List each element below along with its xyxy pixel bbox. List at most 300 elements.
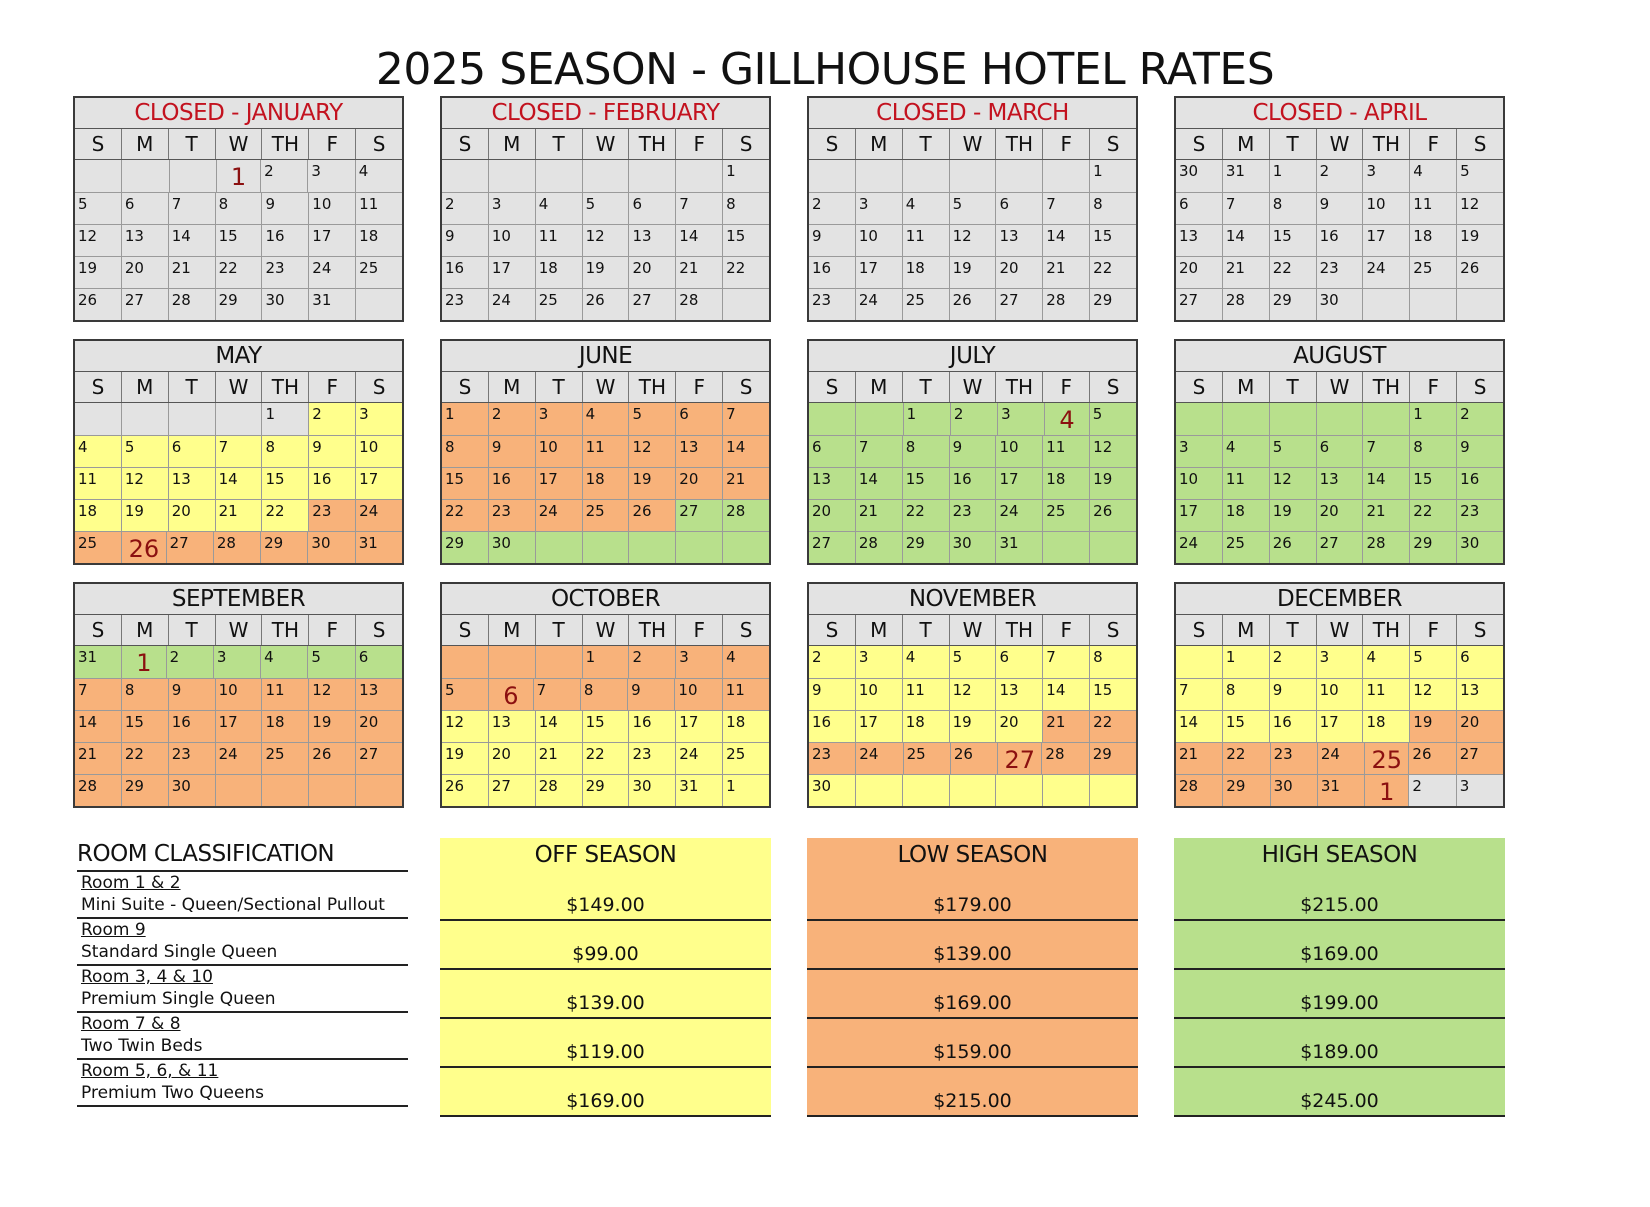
rate-value: $169.00 — [1174, 921, 1505, 970]
day-cell: 1 — [261, 403, 308, 435]
season-heading: LOW SEASON — [897, 842, 1048, 868]
calendar-week-row — [809, 499, 1136, 531]
day-cell: 7 — [168, 192, 215, 224]
calendar-week-row — [1176, 403, 1503, 435]
day-cell: 29 — [902, 531, 949, 563]
day-cell — [582, 160, 629, 192]
day-cell: 4 — [75, 435, 121, 467]
weekday-label: T — [1269, 615, 1316, 645]
day-cell: 24 — [855, 742, 902, 774]
weekday-label: TH — [628, 615, 675, 645]
calendar-week-row — [809, 192, 1136, 224]
day-cell: 24 — [1317, 742, 1364, 774]
calendar-month-title: JULY — [809, 341, 1136, 372]
day-cell: 5 — [1456, 160, 1503, 192]
day-cell: 22 — [1222, 742, 1269, 774]
calendar-november — [807, 582, 1138, 808]
day-cell: 23 — [949, 499, 996, 531]
day-cell: 1 — [1222, 646, 1269, 678]
weekday-label: W — [1316, 372, 1363, 402]
weekday-label: F — [675, 615, 722, 645]
day-cell — [855, 774, 902, 806]
day-cell: 4 — [902, 646, 949, 678]
calendar-week-row — [809, 435, 1136, 467]
rate-value: $119.00 — [440, 1019, 771, 1068]
weekday-label: S — [91, 618, 105, 642]
day-cell: 16 — [308, 467, 355, 499]
calendar-week-row — [442, 499, 769, 531]
weekday-header — [1176, 129, 1503, 160]
day-cell: 11 — [582, 435, 629, 467]
calendar-month-title: CLOSED - FEBRUARY — [442, 98, 769, 129]
day-cell: 24 — [535, 499, 582, 531]
day-cell: 6 — [1456, 646, 1503, 678]
calendar-closed-march — [807, 96, 1138, 322]
day-cell: 15 — [1222, 710, 1269, 742]
day-cell: 14 — [722, 435, 769, 467]
day-cell: 14 — [168, 224, 215, 256]
weekday-label: TH — [1362, 615, 1409, 645]
day-cell: 9 — [1456, 435, 1503, 467]
day-cell: 17 — [355, 467, 402, 499]
room-classification-heading: ROOM CLASSIFICATION — [77, 838, 408, 872]
day-cell: 28 — [1362, 531, 1409, 563]
day-cell: 28 — [168, 288, 215, 320]
weekday-label: TH — [1362, 372, 1409, 402]
day-cell: 25 — [722, 742, 769, 774]
calendar-week-row — [442, 531, 769, 563]
day-cell — [355, 774, 402, 806]
day-cell: 25 — [1409, 256, 1456, 288]
day-cell: 2 — [1408, 774, 1455, 806]
day-cell: 16 — [628, 710, 675, 742]
holiday-day-cell: 6 — [488, 678, 532, 710]
day-cell: 25 — [1042, 499, 1089, 531]
day-cell: 11 — [1409, 192, 1456, 224]
day-cell: 29 — [215, 288, 262, 320]
calendar-month-title: CLOSED - APRIL — [1176, 98, 1503, 129]
calendar-week-row — [1176, 531, 1503, 563]
day-cell: 14 — [535, 710, 582, 742]
weekday-header — [442, 372, 769, 403]
day-cell: 10 — [1362, 192, 1409, 224]
weekday-label: T — [902, 372, 949, 402]
calendar-month-title: CLOSED - MARCH — [809, 98, 1136, 129]
day-cell: 20 — [168, 499, 215, 531]
day-cell: 9 — [1269, 678, 1316, 710]
weekday-label: S — [355, 129, 402, 159]
day-cell: 3 — [1316, 646, 1363, 678]
day-cell: 4 — [902, 192, 949, 224]
day-cell: 13 — [121, 224, 168, 256]
day-cell: 17 — [535, 467, 582, 499]
calendar-week-row — [1176, 435, 1503, 467]
day-cell: 23 — [168, 742, 215, 774]
weekday-header — [442, 615, 769, 646]
calendar-week-row — [809, 742, 1136, 774]
day-cell: 1 — [903, 403, 950, 435]
weekday-label: W — [949, 615, 996, 645]
day-cell: 13 — [995, 224, 1042, 256]
calendar-june — [440, 339, 771, 565]
day-cell: 27 — [995, 288, 1042, 320]
calendar-week-row — [75, 403, 402, 435]
day-cell: 6 — [675, 403, 722, 435]
day-cell: 21 — [1042, 256, 1089, 288]
day-cell: 27 — [1316, 531, 1363, 563]
day-cell: 14 — [215, 467, 262, 499]
day-cell: 3 — [855, 192, 902, 224]
day-cell: 3 — [1456, 774, 1503, 806]
day-cell: 11 — [355, 192, 402, 224]
day-cell — [1176, 403, 1222, 435]
calendar-month-title: CLOSED - JANUARY — [75, 98, 402, 129]
weekday-label: T — [168, 372, 215, 402]
day-cell: 21 — [75, 742, 121, 774]
day-cell: 29 — [121, 774, 168, 806]
day-cell: 17 — [1176, 499, 1222, 531]
weekday-label: TH — [1362, 129, 1409, 159]
day-cell: 10 — [855, 224, 902, 256]
day-cell: 4 — [722, 646, 769, 678]
weekday-label: F — [308, 615, 355, 645]
day-cell: 7 — [1042, 192, 1089, 224]
calendar-week-row — [1176, 678, 1503, 710]
rate-value: $149.00 — [440, 872, 771, 921]
day-cell: 31 — [1222, 160, 1269, 192]
day-cell: 12 — [1409, 678, 1456, 710]
day-cell: 30 — [488, 531, 535, 563]
weekday-label: TH — [261, 129, 308, 159]
day-cell: 14 — [75, 710, 121, 742]
day-cell: 7 — [1176, 678, 1222, 710]
day-cell: 16 — [442, 256, 488, 288]
weekday-label: F — [675, 372, 722, 402]
weekday-label: S — [458, 618, 472, 642]
calendar-week-row — [442, 646, 769, 678]
day-cell: 13 — [1456, 678, 1503, 710]
calendar-body — [75, 160, 402, 320]
day-cell: 19 — [442, 742, 488, 774]
rate-value: $199.00 — [1174, 970, 1505, 1019]
room-name: Room 7 & 8 — [81, 1014, 181, 1034]
calendar-week-row — [1176, 646, 1503, 678]
day-cell: 17 — [855, 710, 902, 742]
day-cell: 24 — [855, 288, 902, 320]
calendar-closed-april — [1174, 96, 1505, 322]
day-cell: 18 — [1362, 710, 1409, 742]
day-cell: 29 — [1409, 531, 1456, 563]
calendar-week-row — [75, 435, 402, 467]
day-cell — [902, 160, 949, 192]
day-cell: 25 — [903, 742, 950, 774]
weekday-header — [442, 129, 769, 160]
calendar-week-row — [442, 288, 769, 320]
day-cell: 28 — [675, 288, 722, 320]
day-cell — [809, 160, 855, 192]
day-cell: 24 — [675, 742, 722, 774]
weekday-header — [809, 372, 1136, 403]
day-cell: 22 — [442, 499, 488, 531]
weekday-label: TH — [995, 615, 1042, 645]
day-cell: 10 — [355, 435, 402, 467]
day-cell: 16 — [809, 710, 855, 742]
rate-value: $245.00 — [1174, 1068, 1505, 1117]
calendar-month-title: DECEMBER — [1176, 584, 1503, 615]
calendar-month-title: NOVEMBER — [809, 584, 1136, 615]
day-cell — [75, 160, 121, 192]
day-cell: 15 — [442, 467, 488, 499]
room-description: Premium Two Queens — [81, 1083, 265, 1103]
day-cell: 22 — [902, 499, 949, 531]
rate-value: $215.00 — [807, 1068, 1138, 1117]
holiday-day-cell: 4 — [1044, 403, 1088, 435]
day-cell: 11 — [902, 224, 949, 256]
page-title: 2025 SEASON - GILLHOUSE HOTEL RATES — [375, 44, 1275, 95]
day-cell: 24 — [215, 742, 262, 774]
day-cell: 15 — [1269, 224, 1316, 256]
day-cell: 8 — [1089, 192, 1136, 224]
holiday-day-cell: 1 — [1364, 774, 1408, 806]
day-cell — [855, 160, 902, 192]
day-cell: 7 — [75, 678, 121, 710]
day-cell: 8 — [1269, 192, 1316, 224]
day-cell: 28 — [722, 499, 769, 531]
day-cell: 9 — [809, 224, 855, 256]
day-cell: 3 — [535, 403, 582, 435]
day-cell: 24 — [488, 288, 535, 320]
day-cell: 14 — [1362, 467, 1409, 499]
day-cell: 23 — [308, 499, 355, 531]
day-cell: 22 — [1269, 256, 1316, 288]
day-cell — [809, 403, 855, 435]
day-cell: 11 — [75, 467, 121, 499]
calendar-week-row — [809, 160, 1136, 192]
day-cell: 8 — [442, 435, 488, 467]
day-cell: 30 — [809, 774, 855, 806]
calendar-body — [442, 403, 769, 563]
day-cell: 31 — [75, 646, 121, 678]
day-cell: 12 — [949, 678, 996, 710]
room-entry — [77, 1013, 408, 1060]
day-cell: 25 — [261, 742, 308, 774]
day-cell: 2 — [166, 646, 213, 678]
weekday-label: S — [1192, 375, 1206, 399]
day-cell: 15 — [582, 710, 629, 742]
day-cell: 11 — [722, 678, 769, 710]
calendar-week-row — [1176, 192, 1503, 224]
day-cell — [75, 403, 121, 435]
calendar-week-row — [75, 742, 402, 774]
day-cell: 26 — [1269, 531, 1316, 563]
day-cell: 20 — [1456, 710, 1503, 742]
season-column-high-season — [1174, 838, 1505, 1117]
calendar-month-title: AUGUST — [1176, 341, 1503, 372]
weekday-label: M — [855, 372, 902, 402]
weekday-label: M — [1222, 372, 1269, 402]
day-cell: 30 — [628, 774, 675, 806]
day-cell: 14 — [855, 467, 902, 499]
weekday-label: W — [215, 129, 262, 159]
day-cell: 26 — [75, 288, 121, 320]
day-cell: 3 — [997, 403, 1044, 435]
day-cell: 5 — [949, 646, 996, 678]
day-cell: 8 — [261, 435, 308, 467]
day-cell — [675, 160, 722, 192]
day-cell — [675, 531, 722, 563]
day-cell: 25 — [355, 256, 402, 288]
day-cell: 27 — [355, 742, 402, 774]
day-cell — [628, 531, 675, 563]
day-cell: 26 — [582, 288, 629, 320]
rate-value: $189.00 — [1174, 1019, 1505, 1068]
weekday-label: M — [121, 129, 168, 159]
day-cell: 17 — [1362, 224, 1409, 256]
day-cell: 19 — [75, 256, 121, 288]
weekday-header — [809, 615, 1136, 646]
day-cell: 9 — [949, 435, 996, 467]
day-cell: 25 — [535, 288, 582, 320]
holiday-day-cell: 27 — [997, 742, 1041, 774]
day-cell: 6 — [1316, 435, 1363, 467]
weekday-label: S — [722, 372, 769, 402]
weekday-label: W — [582, 615, 629, 645]
day-cell — [1409, 288, 1456, 320]
day-cell: 8 — [215, 192, 262, 224]
calendar-december — [1174, 582, 1505, 808]
day-cell: 10 — [995, 435, 1042, 467]
weekday-label: T — [1269, 372, 1316, 402]
day-cell: 16 — [809, 256, 855, 288]
weekday-label: S — [355, 615, 402, 645]
day-cell: 19 — [628, 467, 675, 499]
weekday-label: S — [1192, 132, 1206, 156]
day-cell: 31 — [355, 531, 402, 563]
day-cell: 9 — [627, 678, 674, 710]
day-cell: 5 — [1089, 403, 1136, 435]
weekday-label: T — [902, 129, 949, 159]
day-cell — [1316, 403, 1363, 435]
calendar-week-row — [75, 256, 402, 288]
calendar-week-row — [809, 288, 1136, 320]
day-cell: 21 — [675, 256, 722, 288]
weekday-label: S — [1192, 618, 1206, 642]
day-cell: 18 — [75, 499, 121, 531]
day-cell: 31 — [995, 531, 1042, 563]
day-cell: 18 — [582, 467, 629, 499]
calendar-week-row — [75, 467, 402, 499]
weekday-label: M — [488, 372, 535, 402]
weekday-label: W — [949, 129, 996, 159]
calendar-week-row — [442, 467, 769, 499]
weekday-label: M — [1222, 615, 1269, 645]
room-entry — [77, 919, 408, 966]
weekday-label: F — [1042, 129, 1089, 159]
day-cell: 14 — [1222, 224, 1269, 256]
day-cell: 7 — [215, 435, 262, 467]
weekday-label: F — [1042, 372, 1089, 402]
day-cell: 12 — [949, 224, 996, 256]
day-cell: 29 — [1269, 288, 1316, 320]
day-cell: 13 — [355, 678, 402, 710]
day-cell — [582, 531, 629, 563]
day-cell: 17 — [215, 710, 262, 742]
calendar-body — [809, 160, 1136, 320]
calendar-week-row — [75, 774, 402, 806]
day-cell: 12 — [1089, 435, 1136, 467]
day-cell: 3 — [355, 403, 402, 435]
calendar-month-title: JUNE — [442, 341, 769, 372]
calendar-week-row — [442, 256, 769, 288]
day-cell: 13 — [628, 224, 675, 256]
day-cell: 7 — [722, 403, 769, 435]
day-cell — [949, 774, 996, 806]
weekday-label: S — [1456, 615, 1503, 645]
rate-value: $215.00 — [1174, 872, 1505, 921]
day-cell: 28 — [1176, 774, 1222, 806]
season-column-low-season — [807, 838, 1138, 1117]
day-cell: 29 — [442, 531, 488, 563]
weekday-label: W — [1316, 129, 1363, 159]
day-cell: 5 — [121, 435, 168, 467]
day-cell: 26 — [628, 499, 675, 531]
day-cell — [1269, 403, 1316, 435]
weekday-label: S — [1089, 129, 1136, 159]
weekday-label: TH — [995, 129, 1042, 159]
day-cell: 9 — [168, 678, 215, 710]
day-cell — [1042, 774, 1089, 806]
day-cell: 31 — [1317, 774, 1364, 806]
day-cell: 2 — [442, 192, 488, 224]
day-cell: 11 — [1042, 435, 1089, 467]
calendar-week-row — [442, 403, 769, 435]
day-cell: 15 — [902, 467, 949, 499]
calendar-week-row — [442, 710, 769, 742]
weekday-header — [1176, 372, 1503, 403]
day-cell: 20 — [628, 256, 675, 288]
calendar-closed-february — [440, 96, 771, 322]
calendar-week-row — [1176, 742, 1503, 774]
calendar-week-row — [75, 531, 402, 563]
day-cell: 27 — [121, 288, 168, 320]
rate-value: $99.00 — [440, 921, 771, 970]
day-cell: 13 — [675, 435, 722, 467]
day-cell: 16 — [1269, 710, 1316, 742]
day-cell: 8 — [580, 678, 627, 710]
day-cell: 22 — [215, 256, 262, 288]
weekday-label: S — [1089, 372, 1136, 402]
day-cell: 26 — [949, 288, 996, 320]
calendar-week-row — [442, 435, 769, 467]
weekday-label: TH — [995, 372, 1042, 402]
day-cell: 28 — [855, 531, 902, 563]
calendar-month-title: OCTOBER — [442, 584, 769, 615]
day-cell: 25 — [1222, 531, 1269, 563]
calendar-week-row — [809, 678, 1136, 710]
weekday-header — [75, 372, 402, 403]
day-cell: 27 — [675, 499, 722, 531]
calendar-week-row — [809, 774, 1136, 806]
day-cell: 20 — [1316, 499, 1363, 531]
day-cell — [261, 774, 308, 806]
calendar-week-row — [75, 678, 402, 710]
day-cell: 4 — [355, 160, 402, 192]
day-cell: 9 — [809, 678, 855, 710]
calendar-week-row — [1176, 774, 1503, 806]
day-cell: 6 — [168, 435, 215, 467]
day-cell — [1456, 288, 1503, 320]
day-cell: 26 — [1089, 499, 1136, 531]
